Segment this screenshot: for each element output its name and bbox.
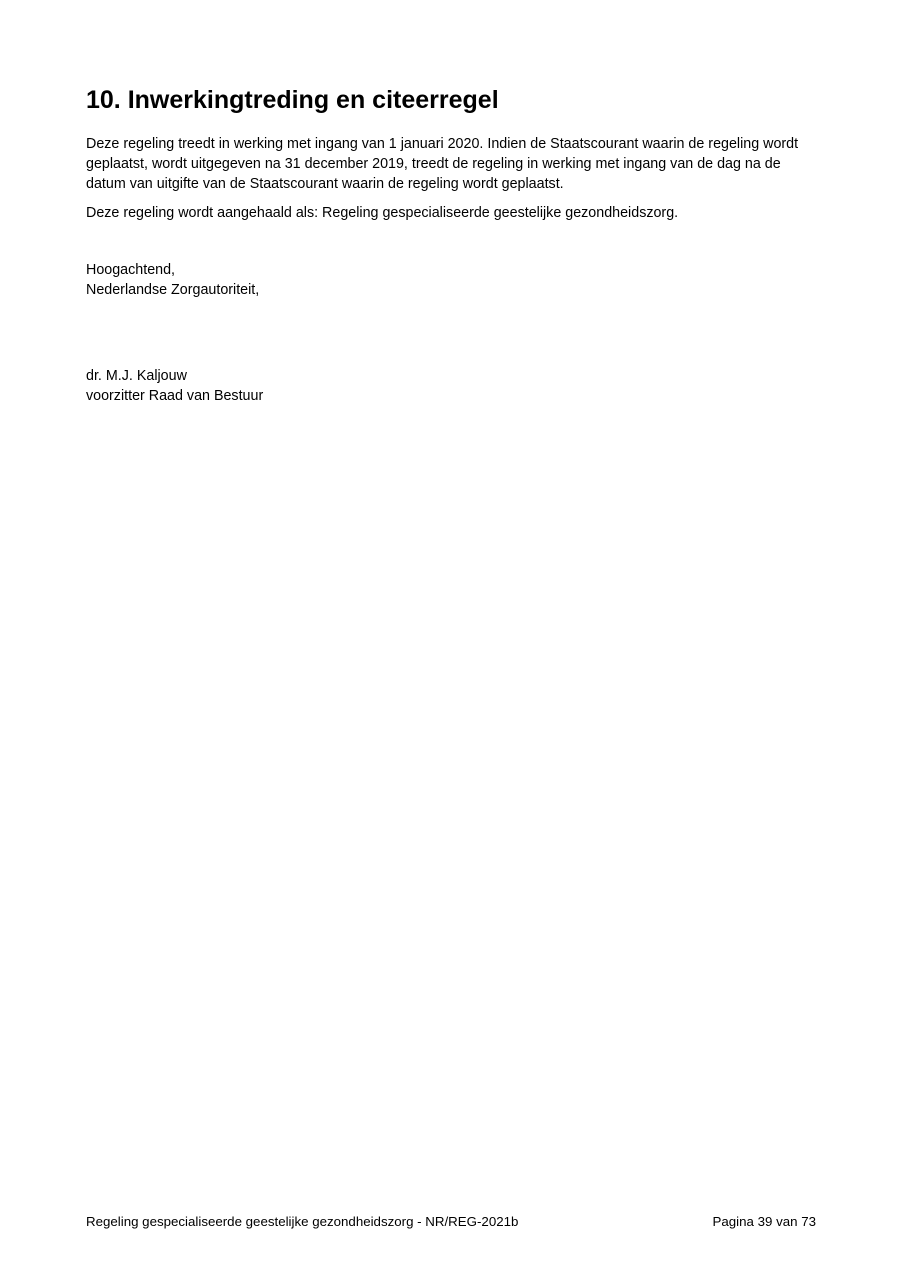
signatory-block <box>86 366 263 406</box>
signatory-title: voorzitter Raad van Bestuur <box>86 388 264 404</box>
paragraph-citation: Deze regeling wordt aangehaald als: Regeling gespecialiseerde geestelijke gezondheidszorg. <box>86 205 679 221</box>
signatory-name: dr. M.J. Kaljouw <box>86 368 187 384</box>
footer-document-title: Regeling gespecialiseerde geestelijke gezondheidszorg - NR/REG-2021b <box>86 1214 519 1229</box>
closing-block <box>86 260 259 300</box>
salutation: Hoogachtend, <box>86 262 176 278</box>
paragraph-commencement: Deze regeling treedt in werking met ingang van 1 januari 2020. Indien de Staatscourant waarin de regeling wordt geplaatst, wordt uitgegeven na 31 december 2019, treedt de regeling in werking met ingang van de dag na de datum van uitgifte van de Staatscourant waarin de regeling wordt geplaatst. <box>86 136 799 192</box>
organization-name: Nederlandse Zorgautoriteit, <box>86 282 260 298</box>
section-heading: 10. Inwerkingtreding en citeerregel <box>86 86 499 114</box>
footer-page-number: Pagina 39 van 73 <box>712 1214 816 1229</box>
document-page <box>86 0 816 1273</box>
page-footer <box>86 1212 816 1232</box>
